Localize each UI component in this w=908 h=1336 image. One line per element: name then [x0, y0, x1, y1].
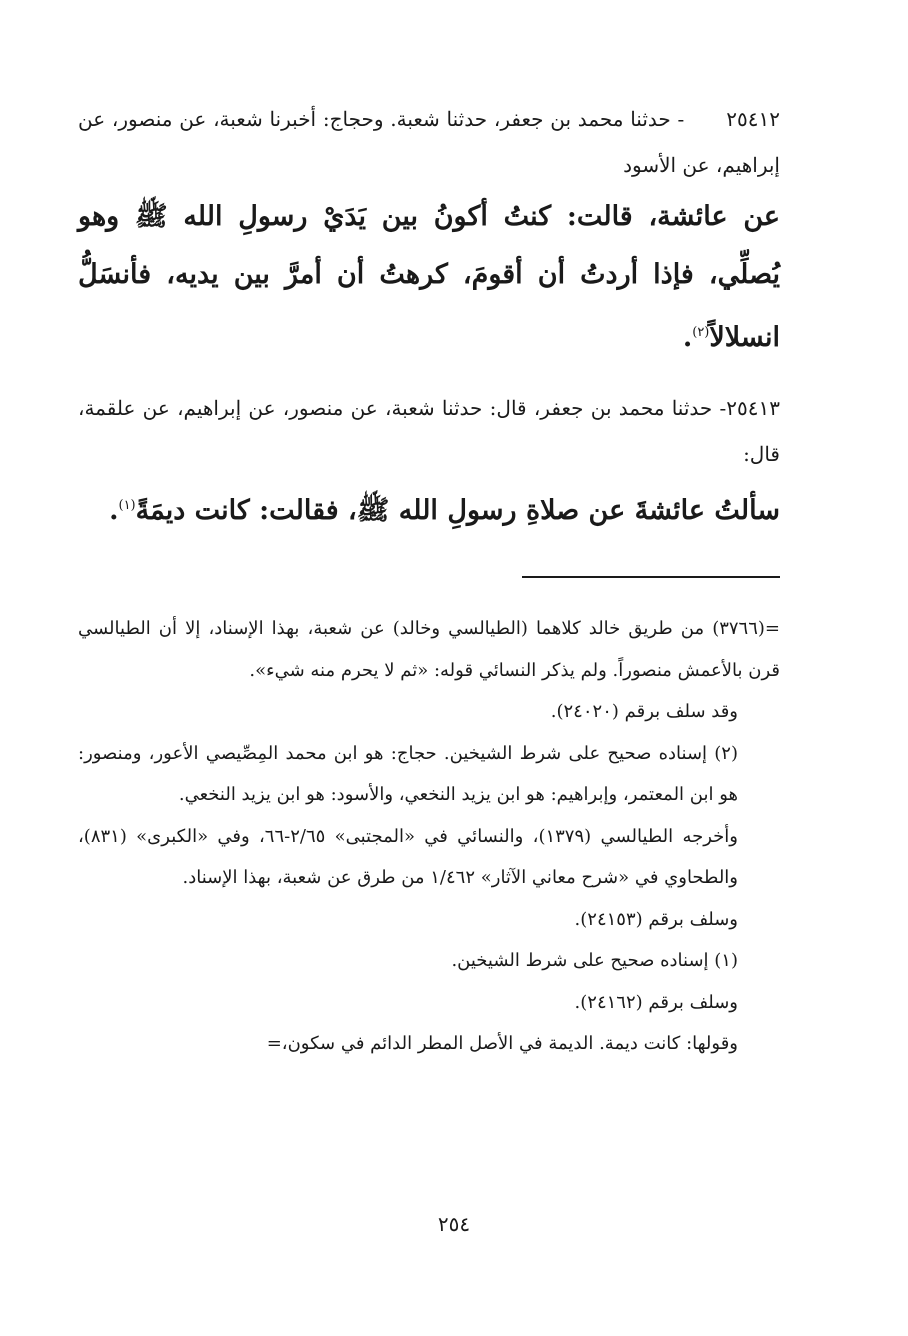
hadith-number: ٢٥٤١٣-	[719, 396, 780, 420]
footnote-ref: (٢)	[692, 325, 710, 340]
hadith-number: ٢٥٤١٢-	[677, 107, 780, 131]
footnote-line: وأخرجه الطيالسي (١٣٧٩)، والنسائي في «المجتبى» ٢/٦٥-٦٦، وفي «الكبرى» (٨٣١)، والطحاوي في «شرح معاني الآثار» ١/٤٦٢ من طرق عن شعبة، بهذا الإسناد.	[78, 825, 738, 888]
hadith-matn: عن عائشة، قالت: كنتُ أكونُ بين يَدَيْ رسولِ الله ﷺ وهو يُصلِّي، فإذا أردتُ أن أقومَ، كرهتُ أن أمرَّ بين يديه، فأنسَلُّ انسلالاً$^{(٢)}$.	[78, 201, 780, 353]
isnad-text: حدثنا محمد بن جعفر، قال: حدثنا شعبة، عن منصور، عن إبراهيم، عن علقمة، قال:	[78, 396, 780, 466]
footnote-line: =(٣٧٦٦) من طريق خالد كلاهما (الطيالسي وخالد) عن شعبة، بهذا الإسناد، إلا أن الطيالسي قرن بالأعمش منصوراً. ولم يذكر النسائي قوله: «ثم لا يحرم منه شيء».	[78, 618, 780, 681]
hadith-matn: سألتُ عائشةَ عن صلاةِ رسولِ الله ﷺ، فقالت: كانت ديمَةً$^{(١)}$.	[109, 495, 780, 526]
footnote-line: وقولها: كانت ديمة. الديمة في الأصل المطر الدائم في سكون،=	[266, 1033, 738, 1054]
footnote-divider	[522, 576, 780, 578]
hadith-isnad	[78, 385, 780, 477]
matn-text: عن عائشة، قالت: كنتُ أكونُ بين يَدَيْ رسولِ الله ﷺ وهو يُصلِّي، فإذا أردتُ أن أقومَ، كرهتُ أن أمرَّ بين يديه، فأنسَلُّ انسلالاً	[78, 201, 780, 353]
footnote-line: وسلف برقم (٢٤١٥٣).	[574, 908, 738, 930]
footnote-line: (٢) إسناده صحيح على شرط الشيخين. حجاج: هو ابن محمد المِصِّيصي الأعور، ومنصور: هو ابن المعتمر، وإبراهيم: هو ابن يزيد النخعي، والأسود: هو ابن يزيد النخعي.	[78, 742, 738, 805]
footnote-line: (١) إسناده صحيح على شرط الشيخين.	[451, 950, 738, 971]
isnad-text: حدثنا محمد بن جعفر، حدثنا شعبة. وحجاج: أخبرنا شعبة، عن منصور، عن إبراهيم، عن الأسود	[78, 107, 780, 177]
hadith-isnad	[78, 96, 780, 188]
footnote-ref: (١)	[118, 498, 136, 513]
footnote-line: وقد سلف برقم (٢٤٠٢٠).	[550, 701, 738, 722]
matn-text: سألتُ عائشةَ عن صلاةِ رسولِ الله ﷺ، فقالت: كانت ديمَةً	[135, 495, 780, 526]
page-number: ٢٥٤	[437, 1212, 471, 1236]
footnote-line: وسلف برقم (٢٤١٦٢).	[574, 991, 738, 1013]
